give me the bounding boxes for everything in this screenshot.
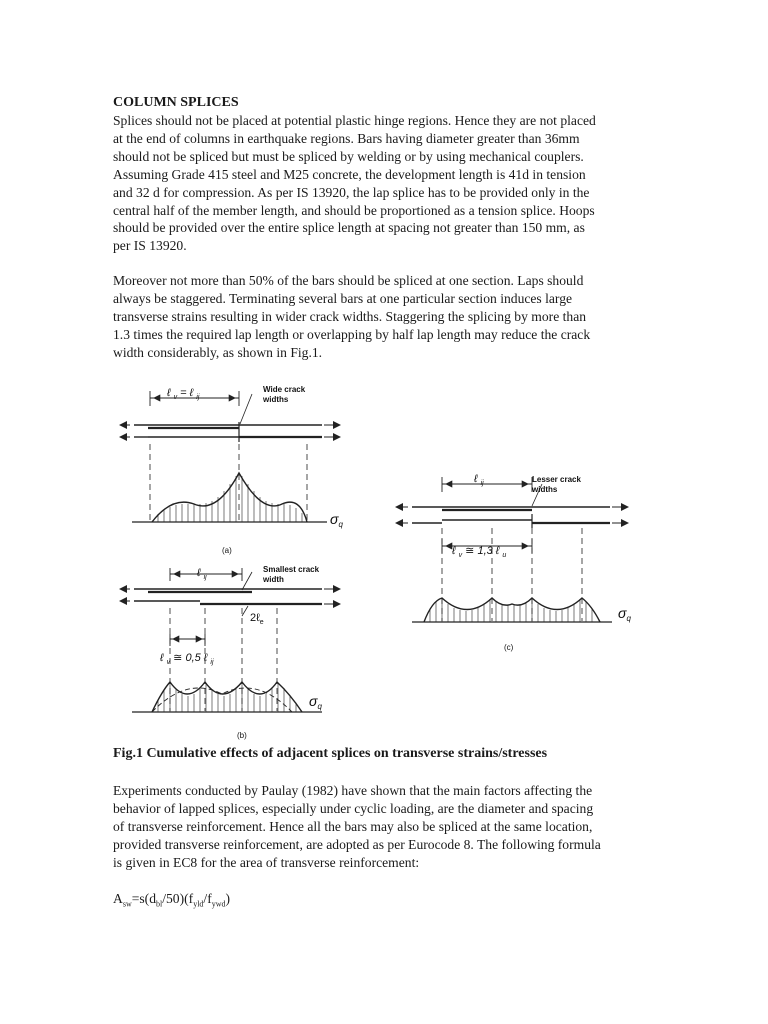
document-body (113, 94, 658, 362)
transverse-reinforcement-formula: $A_{sw}=s(d_{bl}/50)(f_{yld}/f_{ywd})$ (113, 891, 231, 909)
text-line: width considerably, as shown in Fig.1. (113, 344, 323, 360)
text-line: of transverse reinforcement. Hence all the bars may also be spliced at the same location, (113, 818, 593, 834)
panel-a-label: (a) (222, 546, 232, 555)
panel-a-labels (166, 385, 343, 555)
paragraph-3 (113, 782, 658, 872)
panel-c-stress: $\sigma_q$ (618, 605, 631, 623)
text-line: behavior of lapped splices, especially under cyclic loading, are the diameter and spacing (113, 800, 594, 816)
panel-b (120, 568, 340, 712)
panel-c-labels (451, 473, 631, 652)
paragraph-1 (113, 112, 658, 255)
text-line: Moreover not more than 50% of the bars should be spliced at one section. Laps should (113, 273, 584, 289)
paragraph-2 (113, 272, 658, 362)
text-line: should not be spliced but must be spliced by welding or by using mechanical couplers. (113, 148, 584, 164)
panel-b-dim-bottom: ℓ $_v$ ≅ 0,5 ℓ $_{ij}$ (160, 652, 214, 666)
panel-b-stress: $\sigma_q$ (309, 693, 322, 711)
text-line: central half of the member length, and should be proportioned as a tension splice. Hoops (113, 202, 595, 218)
panel-a-dim-label: ℓ $_v$ = ℓ $_{ij}$ (167, 387, 200, 401)
text-line: and 32 d for compression. As per IS 13920, the lap splice has to be provided only in the (113, 184, 590, 200)
panel-a-stress: $\sigma_q$ (330, 511, 343, 529)
splice-diagram (112, 376, 658, 746)
text-line: Assuming Grade 415 steel and M25 concrete, the development length is 41d in tension (113, 166, 586, 182)
text-line: 1.3 times the required lap length or overlapping by half lap length may reduce the crack (113, 326, 591, 342)
panel-c (396, 477, 628, 622)
panel-a-note: Wide crack (263, 385, 306, 394)
panel-c-note: Lesser crack (532, 475, 581, 484)
panel-c-label: (c) (504, 643, 514, 652)
section-heading: COLUMN SPLICES (113, 95, 239, 110)
text-line: is given in EC8 for the area of transverse reinforcement: (113, 854, 420, 870)
panel-b-dim-top: ℓ $_{ij}$ (197, 567, 207, 581)
figure-caption: Fig.1 Cumulative effects of adjacent splices on transverse strains/stresses (113, 746, 548, 761)
text-line: at the end of columns in earthquake regions. Bars having diameter greater than 36mm (113, 130, 580, 146)
panel-a (120, 391, 340, 522)
panel-b-2fe: 2ℓ$_e$ (250, 612, 264, 626)
panel-a-note-2: widths (263, 395, 289, 404)
panel-b-note-2: width (263, 575, 284, 584)
text-line: always be staggered. Terminating several bars at one particular section induces large (113, 291, 573, 307)
panel-c-dim-top: ℓ $_{ij}$ (474, 473, 484, 487)
text-line: provided transverse reinforcement, are adopted as per Eurocode 8. The following formula (113, 836, 601, 852)
text-line: should be provided over the entire splice length at spacing not greater than 150 mm, as (113, 220, 585, 236)
panel-b-label: (b) (237, 731, 247, 740)
panel-c-dim-bottom: ℓ $_v$ ≅ 1,3 ℓ $_u$ (452, 545, 507, 559)
text-line: Experiments conducted by Paulay (1982) have shown that the main factors affecting the (113, 783, 593, 798)
panel-b-note: Smallest crack (263, 565, 320, 574)
text-line: transverse strains resulting in wider crack widths. Staggering the splicing by more than (113, 309, 587, 325)
panel-c-note-2: widths (532, 485, 558, 494)
text-line: Splices should not be placed at potential plastic hinge regions. Hence they are not placed (113, 113, 596, 128)
figure-1 (112, 376, 658, 746)
text-line: per IS 13920. (113, 238, 187, 254)
